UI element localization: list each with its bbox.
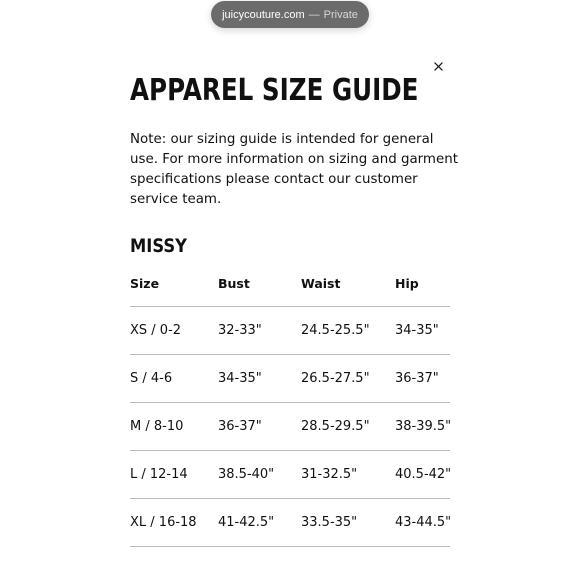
size-table [130,271,450,547]
cell-bust: 34-35" [218,355,301,403]
header-size: Size [130,271,218,307]
cell-bust: 36-37" [218,403,301,451]
table-row [130,499,450,547]
table-row [130,451,450,499]
cell-hip: 38-39.5" [395,403,450,451]
cell-size: XS / 0-2 [130,307,218,355]
cell-bust: 38.5-40" [218,451,301,499]
cell-size: L / 12-14 [130,451,218,499]
cell-size: M / 8-10 [130,403,218,451]
cell-bust: 32-33" [218,307,301,355]
header-hip: Hip [395,271,450,307]
cell-waist: 26.5-27.5" [301,355,395,403]
browsing-mode: Private [323,8,358,21]
table-row [130,355,450,403]
cell-hip: 40.5-42" [395,451,450,499]
cell-size: XL / 16-18 [130,499,218,547]
url-pill[interactable] [211,1,369,28]
url-separator: — [308,8,320,21]
cell-bust: 41-42.5" [218,499,301,547]
cell-waist: 28.5-29.5" [301,403,395,451]
sizing-note: Note: our sizing guide is intended for general use. For more information on sizing and garment specifications please contact our customer service team. [130,132,458,207]
header-bust: Bust [218,271,301,307]
header-waist: Waist [301,271,395,307]
size-guide-content [130,70,458,547]
cell-hip: 43-44.5" [395,499,450,547]
table-row [130,307,450,355]
cell-waist: 33.5-35" [301,499,395,547]
cell-size: S / 4-6 [130,355,218,403]
cell-waist: 31-32.5" [301,451,395,499]
table-header-row [130,271,450,307]
cell-hip: 36-37" [395,355,450,403]
page-title: APPAREL SIZE GUIDE [130,73,419,108]
cell-waist: 24.5-25.5" [301,307,395,355]
table-row [130,403,450,451]
url-domain: juicycouture.com [222,8,305,21]
cell-hip: 34-35" [395,307,450,355]
section-title-missy: MISSY [130,235,187,257]
